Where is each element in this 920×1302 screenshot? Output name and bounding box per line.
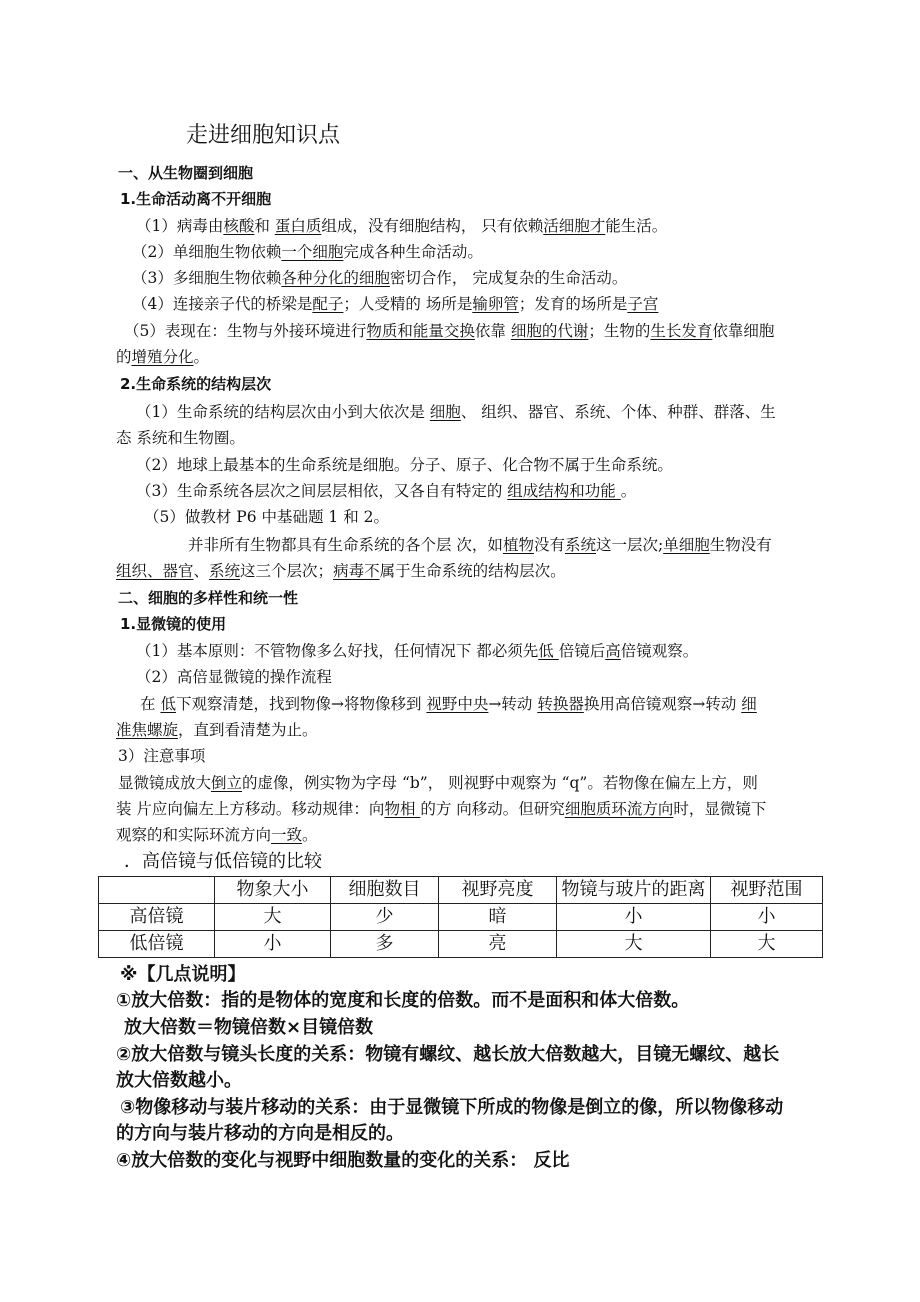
subheading-1-1: 1.生命活动离不开细胞 [120,190,272,208]
para-levels: （1）生命系统的结构层次由小到大依次是 细胞、 组织、器官、系统、个体、种群、群落、生 [136,403,776,421]
subheading-1-2: 2.生命系统的结构层次 [120,375,272,393]
note-1-formula: 放大倍数＝物镜倍数×目镜倍数 [124,1017,374,1038]
page-title: 走进细胞知识点 [186,123,341,148]
table-header-row [99,877,823,904]
table-header-cell: 物镜与玻片的距离 [557,877,711,904]
table-cell: 暗 [439,904,557,931]
table-caption: ．高倍镜与低倍镜的比较 [124,851,322,872]
para-image-inverted-cont: 装 片应向偏左上方移动。移动规律：向物相 的方 向移动。但研究细胞质环流方向时，显微镜下 [116,800,767,818]
para-note-cont: 组织、器官、系统这三个层次；病毒不属于生命系统的结构层次。 [116,562,566,580]
table-cell: 小 [215,931,331,958]
para-unicellular: （2）单细胞生物依赖一个细胞完成各种生命活动。 [132,243,483,261]
table-row [99,931,823,958]
table-cell: 大 [711,931,823,958]
notes-heading: ※【几点说明】 [120,964,246,985]
para-exercise: （5）做教材 P6 中基础题 1 和 2。 [144,508,390,526]
table-header-cell: 物象大小 [215,877,331,904]
note-3: ③物像移动与装片移动的关系：由于显微镜下所成的物像是倒立的像，所以物像移动 [120,1097,784,1118]
table-cell: 多 [331,931,439,958]
table-cell: 大 [557,931,711,958]
note-4: ④放大倍数的变化与视野中细胞数量的变化的关系： 反比 [116,1150,570,1171]
para-note: 并非所有生物都具有生命系统的各个层 次，如植物没有系统这一层次;单细胞生物没有 [188,536,772,554]
table-header-cell: 细胞数目 [331,877,439,904]
para-image-inverted-end: 观察的和实际环流方向一致。 [116,826,318,844]
note-2-cont: 放大倍数越小。 [116,1070,242,1091]
para-image-inverted: 显微镜成放大倒立的虚像，例实物为字母 “b”， 则视野中观察为 “q”。若物像在偏左上方，则 [118,774,758,792]
note-1: ①放大倍数：指的是物体的宽度和长度的倍数。而不是面积和体大倍数。 [116,990,690,1011]
table-row [99,904,823,931]
table-cell: 小 [711,904,823,931]
para-procedure: （2）高倍显微镜的操作流程 [136,668,332,686]
table-cell: 亮 [439,931,557,958]
para-procedure-cont: 准焦螺旋，直到看清楚为止。 [116,721,318,739]
note-3-cont: 的方向与装片移动的方向是相反的。 [116,1123,404,1144]
para-manifestation-cont: 的增殖分化。 [116,348,210,366]
para-multicellular: （3）多细胞生物依赖各种分化的细胞密切合作， 完成复杂的生命活动。 [132,269,628,287]
table-cell: 低倍镜 [99,931,215,958]
para-reproduction: （4）连接亲子代的桥梁是配子；人受精的 场所是输卵管；发育的场所是子宫 [132,295,659,313]
table-header-cell: 视野范围 [711,877,823,904]
para-notes-title: 3）注意事项 [118,747,206,765]
table-header-cell [99,877,215,904]
table-cell: 少 [331,904,439,931]
table-header-cell: 视野亮度 [439,877,557,904]
note-2: ②放大倍数与镜头长度的关系：物镜有螺纹、越长放大倍数越大，目镜无螺纹、越长 [116,1044,780,1065]
para-basic-system: （2）地球上最基本的生命系统是细胞。分子、原子、化合物不属于生命系统。 [136,456,673,474]
subheading-2-1: 1.显微镜的使用 [120,615,227,633]
table-cell: 大 [215,904,331,931]
section-heading-2: 二、细胞的多样性和统一性 [118,589,299,607]
para-procedure-steps: 在 低下观察清楚，找到物像→将物像移到 视野中央→转动 转换器换用高倍镜观察→转动 细 [140,695,757,713]
para-manifestation: （5）表现在：生物与外接环境进行物质和能量交换依靠 细胞的代谢；生物的生长发育依靠细胞 [124,322,775,340]
para-levels-cont: 态 系统和生物圈。 [116,429,245,447]
section-heading-1: 一、从生物圈到细胞 [118,164,254,182]
para-interdependence: （3）生命系统各层次之间层层相依，又各自有特定的 组成结构和功能 。 [136,482,637,500]
comparison-table [98,876,823,958]
para-principle: （1）基本原则：不管物像多么好找，任何情况下 都必须先低 倍镜后高倍镜观察。 [136,642,699,660]
para-virus: （1）病毒由核酸和 蛋白质组成，没有细胞结构， 只有依赖活细胞才能生活。 [136,217,668,235]
table-cell: 小 [557,904,711,931]
table-cell: 高倍镜 [99,904,215,931]
